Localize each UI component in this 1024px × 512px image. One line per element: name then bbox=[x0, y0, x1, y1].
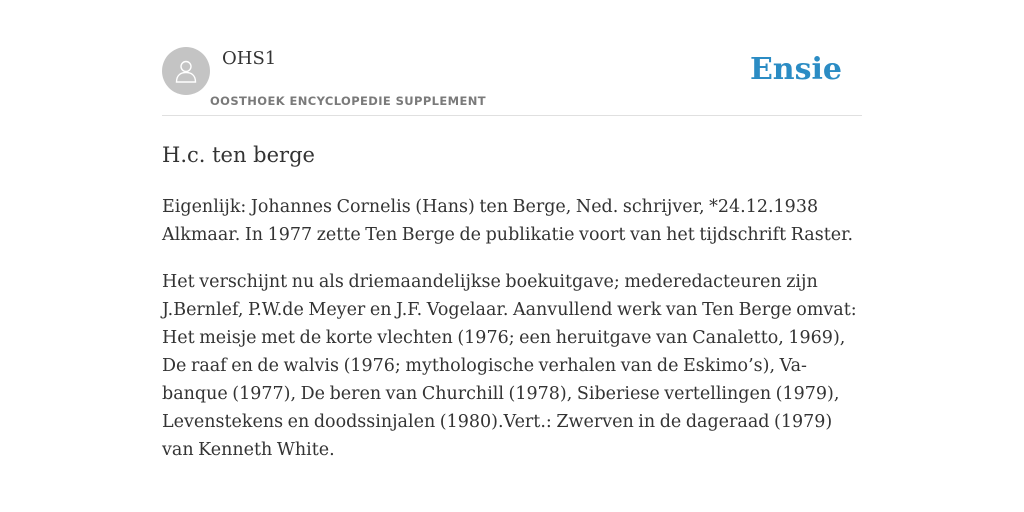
avatar[interactable] bbox=[162, 47, 210, 95]
source-name: OOSTHOEK ENCYCLOPEDIE SUPPLEMENT bbox=[210, 94, 487, 108]
entry-header bbox=[162, 44, 862, 116]
entry-paragraph: Het verschijnt nu als driemaandelijkse boekuitgave; mederedacteuren zijn J.Bernlef, P.W.de Meyer en J.F. Vogelaar. Aanvullend werk van Ten Berge omvat: Het meisje met de korte vlechten (1976; een heruitgave van Canaletto, 1969), De raaf en de walvis (1976; mythologische verhalen van de Eskimo’s), Va-banque (1977), De beren van Churchill (1978), Siberiese vertellingen (1979), Levenstekens en doodssinjalen (1980).Vert.: Zwerven in de dageraad (1979) van Kenneth White. bbox=[162, 272, 857, 460]
entry-paragraph: Eigenlijk: Johannes Cornelis (Hans) ten Berge, Ned. schrijver, *24.12.1938 Alkmaar. In 1977 zette Ten Berge de publikatie voort van het tijdschrift Raster. bbox=[162, 197, 854, 245]
entry-title: H.c. ten berge bbox=[162, 143, 315, 167]
brand-logo[interactable]: Ensie bbox=[749, 52, 842, 87]
entry-card bbox=[162, 44, 862, 464]
user-silhouette-icon bbox=[173, 58, 199, 84]
author-name[interactable]: OHS1 bbox=[222, 48, 277, 69]
